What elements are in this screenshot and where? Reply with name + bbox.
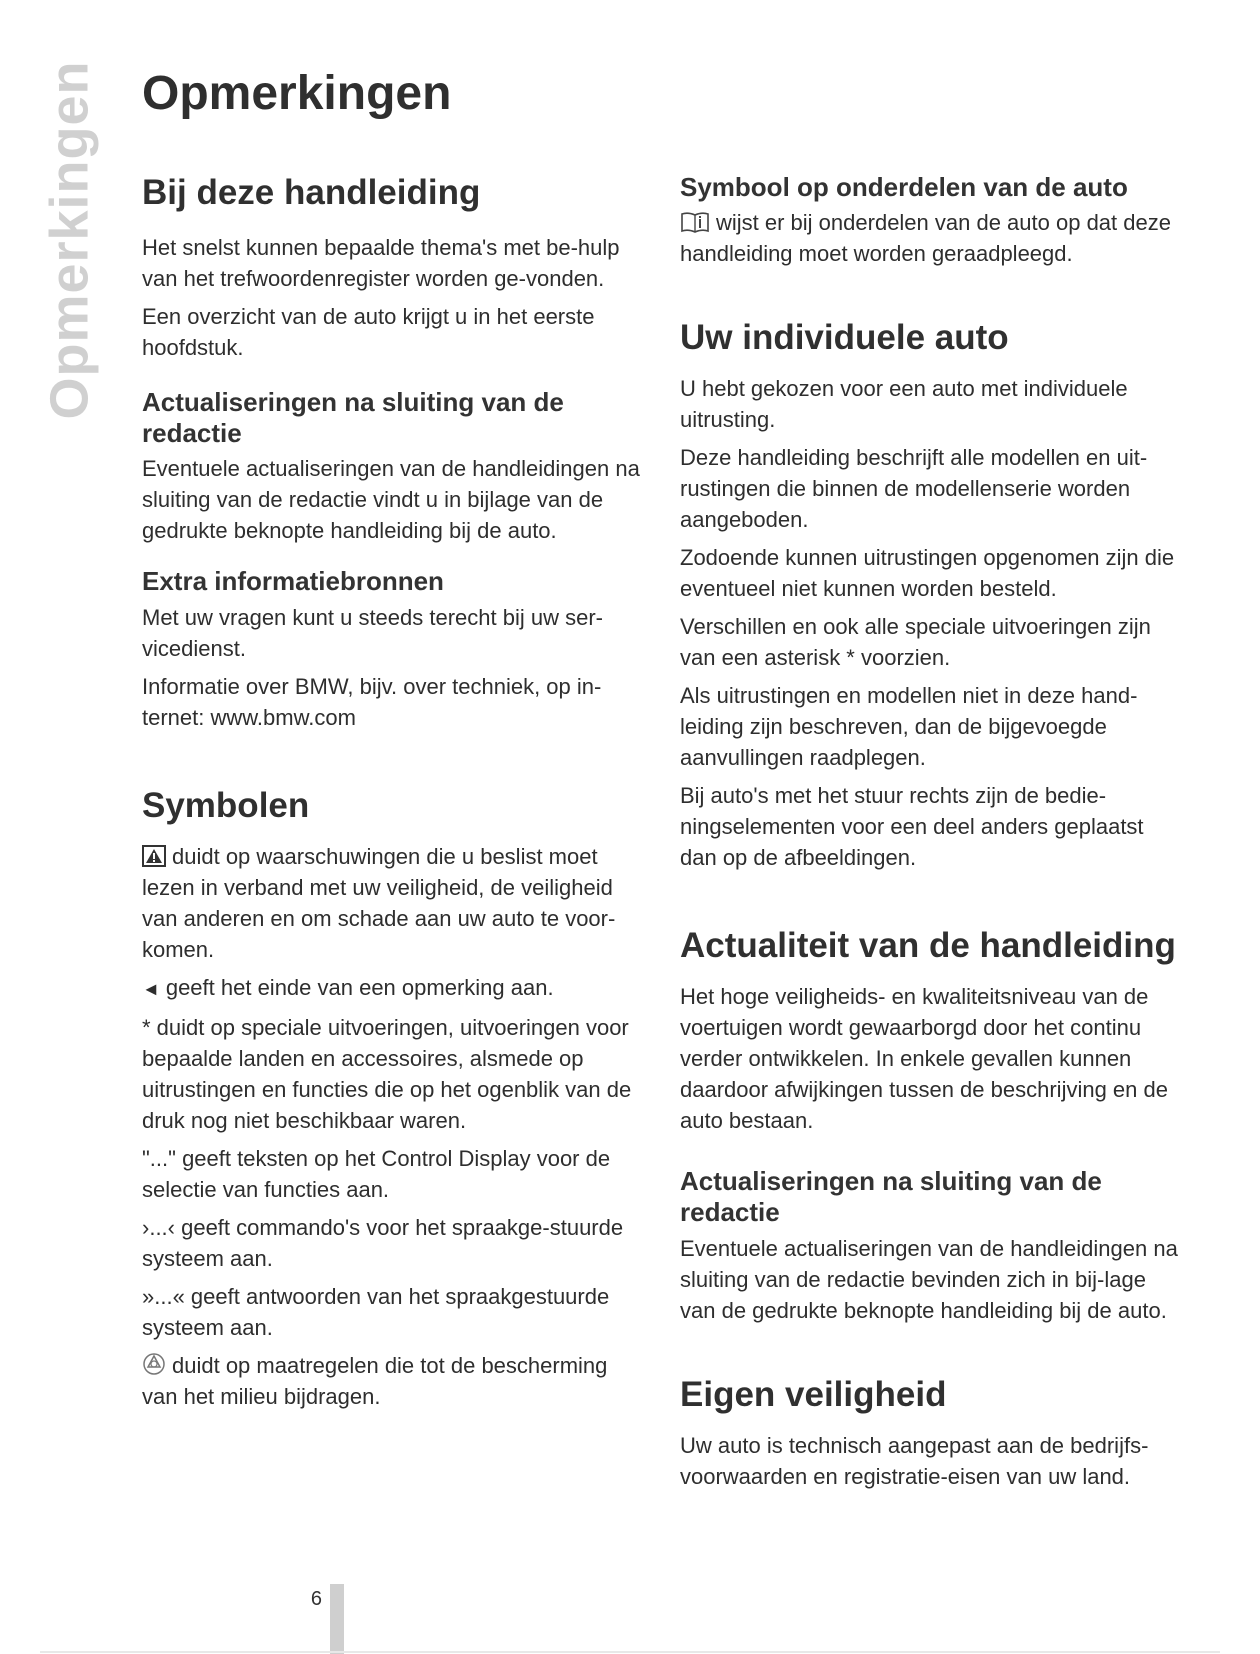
manual-book-icon <box>680 211 710 233</box>
symbool-text: wijst er bij onderdelen van de auto op dat deze handleiding moet worden geraadpleegd. <box>680 210 1171 267</box>
paragraph-environment <box>142 1350 644 1412</box>
paragraph: U hebt gekozen voor een auto met individuele uitrusting. <box>680 376 1128 433</box>
side-tab <box>40 60 101 420</box>
warning-icon <box>142 845 166 867</box>
paragraph-warning <box>142 841 644 965</box>
paragraph-double-guillemets: »...« geeft antwoorden van het spraakgestuurde systeem aan. <box>142 1283 610 1340</box>
section-extra-informatiebronnen <box>142 566 644 732</box>
environment-icon <box>142 1352 166 1376</box>
end-marker-icon: ◄ <box>142 978 160 999</box>
paragraph: Informatie over BMW, bijv. over techniek, op in-ternet: www.bmw.com <box>142 673 602 730</box>
heading-uw-individuele-auto: Uw individuele auto <box>680 318 1009 358</box>
section-actualiseringen <box>142 387 644 546</box>
paragraph: Als uitrustingen en modellen niet in deze hand-leiding zijn beschreven, dan de bijgevoegde aanvullingen raadplegen. <box>680 683 1138 771</box>
section-actualiteit <box>680 925 1182 1136</box>
paragraph: Een overzicht van de auto krijgt u in het eerste hoofdstuk. <box>142 304 595 360</box>
paragraph-symbool <box>680 207 1182 269</box>
paragraph: Met uw vragen kunt u steeds terecht bij uw ser-vicedienst. <box>142 604 603 661</box>
section-actualiseringen-2 <box>680 1166 1182 1325</box>
paragraph: Eventuele actualiseringen van de handleidingen na sluiting van de redactie vindt u in bijlage van de gedrukte beknopte handleiding bij de auto. <box>142 456 640 544</box>
heading-actualiteit: Actualiteit van de handleiding <box>680 926 1176 966</box>
paragraph: Het hoge veiligheids- en kwaliteitsniveau van de voertuigen wordt gewaarborgd door het continu verder ontwikkelen. In enkele gevallen kunnen daardoor afwijkingen tussen de beschrijving en de auto bestaan. <box>680 984 1168 1134</box>
paragraph-quotes: "..." geeft teksten op het Control Display voor de selectie van functies aan. <box>142 1145 611 1202</box>
paragraph: Het snelst kunnen bepaalde thema's met be-hulp van het trefwoordenregister worden ge-vonden. <box>142 235 620 291</box>
paragraph: Uw auto is technisch aangepast aan de bedrijfs-voorwaarden en registratie-eisen van uw land. <box>680 1432 1149 1489</box>
section-symbool-onderdelen <box>680 172 1182 269</box>
section-symbolen <box>142 785 644 1412</box>
page-title: Opmerkingen <box>142 67 452 120</box>
bottom-divider <box>40 1651 1220 1653</box>
right-column <box>680 172 1182 1499</box>
section-bij-deze-handleiding <box>142 172 644 363</box>
end-marker-text: geeft het einde van een opmerking aan. <box>165 974 554 1000</box>
section-eigen-veiligheid <box>680 1374 1182 1492</box>
heading-eigen-veiligheid: Eigen veiligheid <box>680 1374 947 1414</box>
paragraph-end-marker <box>142 972 644 1005</box>
page-number: 6 <box>310 1588 322 1610</box>
paragraph-single-guillemets: ›...‹ geeft commando's voor het spraakge-stuurde systeem aan. <box>142 1214 624 1271</box>
paragraph-asterisk: * duidt op speciale uitvoeringen, uitvoeringen voor bepaalde landen en accessoires, alsmede op uitrustingen en functies die op het ogenblik van de druk nog niet beschikbaar waren. <box>142 1014 632 1133</box>
heading-extra-informatiebronnen: Extra informatiebronnen <box>142 566 444 597</box>
warning-text: duidt op waarschuwingen die u beslist moet lezen in verband met uw veiligheid, de veiligheid van anderen en om schade aan uw auto te voor-komen. <box>142 843 616 962</box>
heading-actualiseringen-2: Actualiseringen na sluiting van de redactie <box>680 1166 1102 1228</box>
paragraph: Verschillen en ook alle speciale uitvoeringen zijn van een asterisk * voorzien. <box>680 614 1151 671</box>
environment-text: duidt op maatregelen die tot de bescherming van het milieu bijdragen. <box>142 1352 608 1409</box>
paragraph: Deze handleiding beschrijft alle modellen en uit-rustingen die binnen de modellenserie worden aangeboden. <box>680 445 1148 533</box>
heading-actualiseringen: Actualiseringen na sluiting van de redactie <box>142 387 564 449</box>
left-column <box>142 172 644 1419</box>
side-tab-label: Opmerkingen <box>40 60 101 420</box>
page-marker-bar <box>330 1584 344 1654</box>
heading-symbool-onderdelen: Symbool op onderdelen van de auto <box>680 172 1128 202</box>
paragraph: Bij auto's met het stuur rechts zijn de bedie-ningselementen voor een deel anders geplaatst dan op de afbeeldingen. <box>680 783 1144 871</box>
section-uw-individuele-auto <box>680 317 1182 873</box>
paragraph: Eventuele actualiseringen van de handleidingen na sluiting van de redactie bevinden zich in bij-lage van de gedrukte beknopte handleiding bij de auto. <box>680 1235 1178 1323</box>
paragraph: Zodoende kunnen uitrustingen opgenomen zijn die eventueel niet kunnen worden besteld. <box>680 545 1175 602</box>
heading-bij-deze-handleiding: Bij deze handleiding <box>142 173 481 212</box>
heading-symbolen: Symbolen <box>142 785 310 825</box>
